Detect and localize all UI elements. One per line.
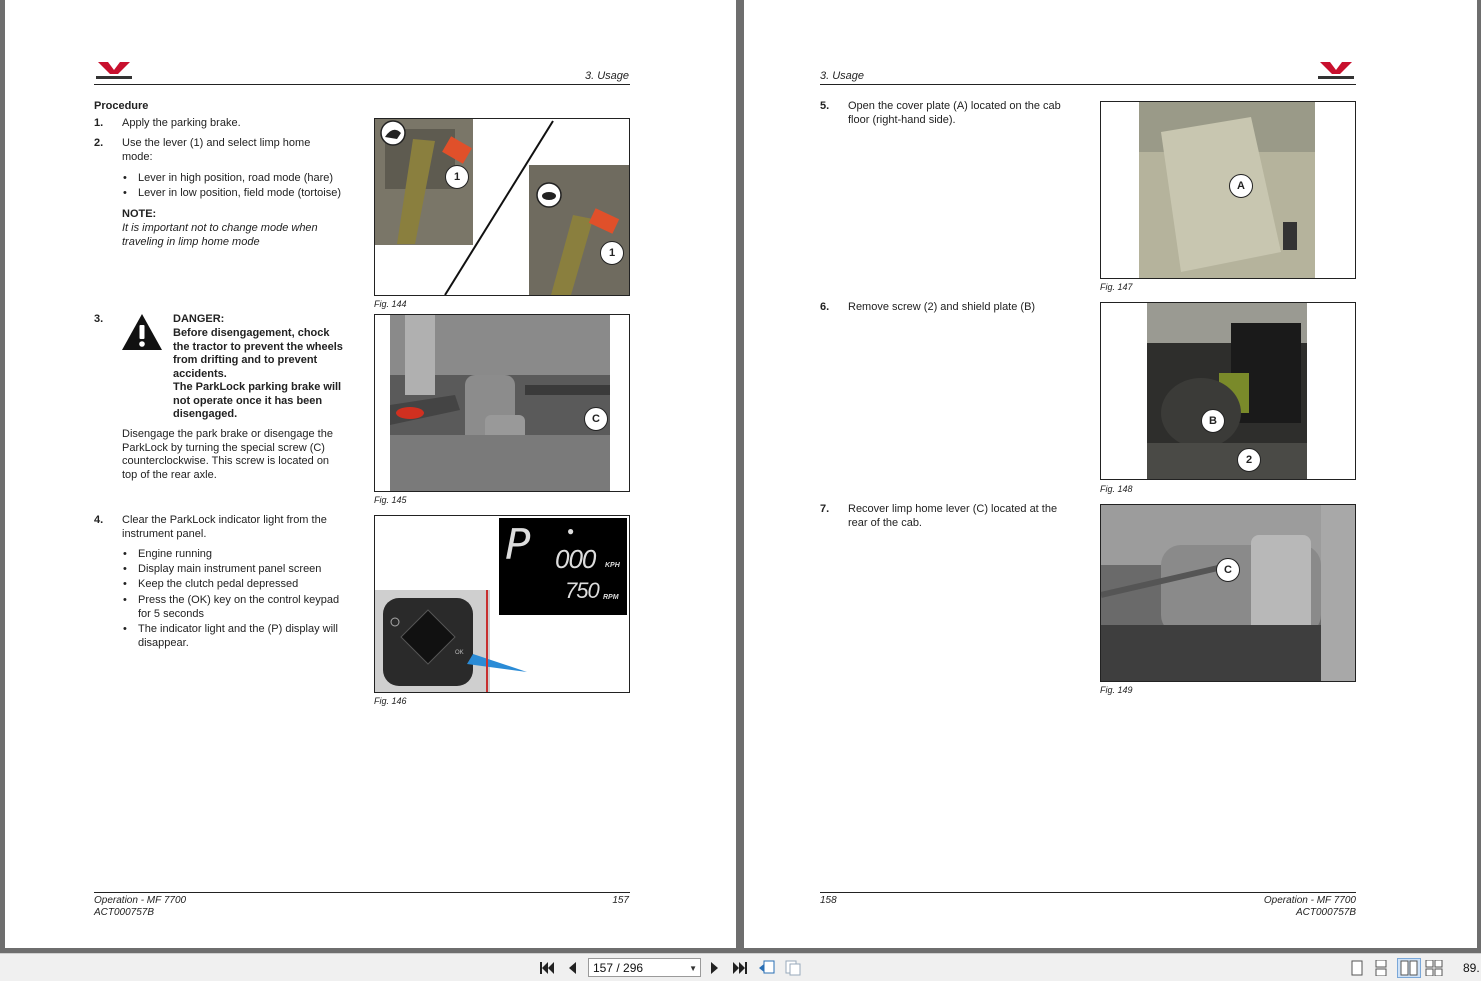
note-text: It is important not to change mode when traveling in limp home mode — [122, 222, 318, 248]
step-text: Clear the ParkLock indicator light from the instrument panel. — [122, 514, 327, 540]
header-section: 3. Usage — [584, 70, 629, 82]
facing-icon[interactable] — [1397, 958, 1421, 978]
figure-144 — [374, 118, 630, 296]
step-number: 3. — [94, 313, 104, 325]
massey-ferguson-logo — [94, 60, 134, 82]
bullet-item: • Engine running — [138, 548, 212, 562]
massey-ferguson-logo — [1316, 60, 1356, 82]
zoom-level[interactable]: 89. — [1463, 961, 1480, 975]
figure-147 — [1100, 101, 1356, 279]
turtle-icon: ● — [567, 524, 575, 538]
footer-rule — [94, 892, 630, 893]
footer-rule — [820, 892, 1356, 893]
callout-1: 1 — [445, 165, 469, 189]
figure-145 — [374, 314, 630, 492]
callout-a: A — [1229, 174, 1253, 198]
bullet-item: • Press the (OK) key on the control keypad for 5 seconds — [138, 594, 350, 621]
figure-caption: Fig. 148 — [1100, 484, 1133, 494]
step-number: 6. — [820, 301, 830, 313]
bullet-item: • Lever in high position, road mode (hare) — [138, 172, 333, 186]
prev-view-icon[interactable] — [758, 959, 776, 977]
header-rule — [820, 84, 1356, 85]
figure-caption: Fig. 146 — [374, 696, 407, 706]
step-number: 1. — [94, 117, 104, 129]
document-page-158 — [744, 0, 1477, 948]
procedure-heading: Procedure — [94, 100, 149, 112]
callout-1: 1 — [600, 241, 624, 265]
callout-c: C — [1216, 558, 1240, 582]
step-text: Remove screw (2) and shield plate (B) — [848, 301, 1036, 313]
figure-149 — [1100, 504, 1356, 682]
step-text: Apply the parking brake. — [122, 117, 241, 129]
prev-page-icon[interactable] — [563, 959, 581, 977]
footer-title: Operation - MF 7700 — [94, 895, 187, 906]
figure-146 — [374, 515, 630, 693]
callout-b: B — [1201, 409, 1225, 433]
danger-warning-icon — [121, 313, 163, 351]
header-rule — [94, 84, 630, 85]
figure-caption: Fig. 144 — [374, 299, 407, 309]
page-indicator: 157 / 296 — [593, 961, 644, 975]
step-number: 4. — [94, 514, 104, 526]
step-number: 5. — [820, 100, 830, 112]
bullet-item: • Display main instrument panel screen — [138, 563, 321, 577]
step-number: 7. — [820, 503, 830, 515]
header-section: 3. Usage — [820, 70, 865, 82]
speed-unit: KPH — [605, 562, 620, 569]
control-keypad — [375, 590, 535, 692]
danger-text: The ParkLock parking brake will not operate once it has been disengaged. — [173, 381, 342, 420]
chevron-down-icon[interactable]: ▼ — [689, 964, 697, 973]
bullet-item: • The indicator light and the (P) display will disappear. — [138, 623, 350, 650]
rpm-value: 750 — [565, 578, 599, 603]
last-page-icon[interactable] — [731, 959, 749, 977]
figure-caption: Fig. 147 — [1100, 282, 1133, 292]
bullet-item: • Keep the clutch pedal depressed — [138, 578, 298, 592]
continuous-icon[interactable] — [1372, 959, 1390, 977]
footer-code: ACT000757B — [1295, 907, 1356, 918]
page-number: 157 — [612, 895, 629, 906]
danger-text: Before disengagement, chock the tractor to prevent the wheels from drifting and to prevent accidents. — [173, 327, 343, 380]
ok-key-label: OK — [455, 650, 464, 656]
next-page-icon[interactable] — [706, 959, 724, 977]
navigation-toolbar — [0, 953, 1481, 981]
page-number: 158 — [820, 895, 837, 906]
first-page-icon[interactable] — [538, 959, 556, 977]
step-body: Disengage the park brake or disengage the ParkLock by turning the special screw (C) counterclockwise. This screw is located on top of the rear axle. — [122, 428, 333, 481]
document-page-157 — [5, 0, 736, 948]
callout-2: 2 — [1237, 448, 1261, 472]
figure-caption: Fig. 145 — [374, 495, 407, 505]
footer-code: ACT000757B — [94, 907, 155, 918]
figure-caption: Fig. 149 — [1100, 685, 1133, 695]
step-text: Use the lever (1) and select limp home mode: — [122, 137, 311, 163]
continuous-facing-icon[interactable] — [1425, 959, 1443, 977]
step-text: Open the cover plate (A) located on the cab floor (right-hand side). — [848, 100, 1061, 126]
note-label: NOTE: — [122, 208, 157, 220]
speed-value: 000 — [555, 544, 596, 574]
footer-title: Operation - MF 7700 — [1263, 895, 1356, 906]
bullet-item: • Lever in low position, field mode (tortoise) — [138, 187, 341, 201]
step-text: Recover limp home lever (C) located at the rear of the cab. — [848, 503, 1058, 529]
single-page-icon[interactable] — [1348, 959, 1366, 977]
step-number: 2. — [94, 137, 104, 149]
next-view-icon[interactable] — [784, 959, 802, 977]
rpm-unit: RPM — [603, 594, 619, 601]
callout-c: C — [584, 407, 608, 431]
danger-label: DANGER: — [173, 313, 225, 325]
figure-148 — [1100, 302, 1356, 480]
page-number-input[interactable] — [588, 958, 701, 977]
display-p: P — [505, 520, 531, 569]
